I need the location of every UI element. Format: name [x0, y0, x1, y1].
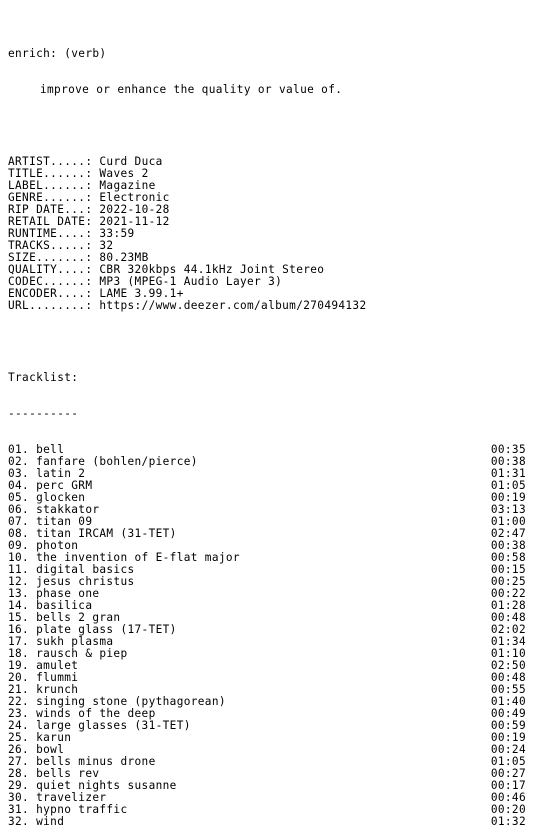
track-title: 20. flummi [8, 671, 79, 684]
track-title: 11. digital basics [8, 563, 135, 576]
track-title: 13. phase one [8, 587, 100, 600]
track-duration: 00:35 [490, 443, 526, 456]
track-title: 14. basilica [8, 599, 93, 612]
release-info [8, 156, 528, 312]
info-value: 32 [99, 239, 114, 252]
track-title: 21. krunch [8, 683, 79, 696]
track-duration: 00:27 [490, 767, 526, 780]
track-duration: 01:05 [490, 479, 526, 492]
track-duration: 00:38 [490, 539, 526, 552]
track-title: 28. bells rev [8, 767, 100, 780]
track-duration: 00:20 [490, 803, 526, 816]
track-row [8, 768, 526, 780]
info-value: 2022-10-28 [99, 203, 170, 216]
track-title: 08. titan IRCAM (31-TET) [8, 527, 177, 540]
nfo-document [8, 24, 528, 840]
track-row [8, 648, 526, 660]
track-title: 32. wind [8, 815, 65, 828]
track-title: 18. rausch & piep [8, 647, 128, 660]
track-title: 17. sukh plasma [8, 635, 114, 648]
track-duration: 01:05 [490, 755, 526, 768]
track-duration: 00:25 [490, 575, 526, 588]
info-value: MP3 (MPEG-1 Audio Layer 3) [99, 275, 283, 288]
definition-text: improve or enhance the quality or value of. [40, 83, 343, 96]
definition-word: enrich: (verb) [8, 47, 107, 60]
track-title: 01. bell [8, 443, 65, 456]
info-value: 33:59 [99, 227, 135, 240]
track-row [8, 660, 526, 672]
track-row [8, 804, 526, 816]
track-duration: 00:49 [490, 707, 526, 720]
track-duration: 00:15 [490, 563, 526, 576]
track-duration: 02:50 [490, 659, 526, 672]
info-value: Waves 2 [99, 167, 149, 180]
info-key: LABEL......: [8, 179, 93, 192]
track-title: 07. titan 09 [8, 515, 93, 528]
info-value: Magazine [99, 179, 156, 192]
spacer [8, 120, 528, 132]
spacer [8, 336, 528, 348]
track-title: 10. the invention of E-flat major [8, 551, 240, 564]
track-duration: 00:59 [490, 719, 526, 732]
track-duration: 00:46 [490, 791, 526, 804]
info-row [8, 300, 528, 312]
track-duration: 00:22 [490, 587, 526, 600]
track-row [8, 720, 526, 732]
track-duration: 01:28 [490, 599, 526, 612]
track-duration: 00:19 [490, 491, 526, 504]
info-value: CBR 320kbps 44.1kHz Joint Stereo [99, 263, 325, 276]
track-row [8, 792, 526, 804]
track-row [8, 456, 526, 468]
track-row [8, 684, 526, 696]
tracklist-rule: ---------- [8, 407, 79, 420]
track-duration: 01:31 [490, 467, 526, 480]
track-row [8, 816, 526, 828]
info-key: RUNTIME....: [8, 227, 93, 240]
track-title: 23. winds of the deep [8, 707, 156, 720]
track-row [8, 708, 526, 720]
track-duration: 02:47 [490, 527, 526, 540]
track-row [8, 696, 526, 708]
track-duration: 00:24 [490, 743, 526, 756]
info-value: 2021-11-12 [99, 215, 170, 228]
track-row [8, 780, 526, 792]
info-key: QUALITY....: [8, 263, 93, 276]
info-value: 80.23MB [99, 251, 149, 264]
track-title: 26. bowl [8, 743, 65, 756]
track-row [8, 480, 526, 492]
track-title: 16. plate glass (17-TET) [8, 623, 177, 636]
info-key: CODEC......: [8, 275, 93, 288]
track-title: 09. photon [8, 539, 79, 552]
info-value: https://www.deezer.com/album/270494132 [99, 299, 367, 312]
track-duration: 01:40 [490, 695, 526, 708]
track-title: 15. bells 2 gran [8, 611, 121, 624]
info-key: GENRE......: [8, 191, 93, 204]
track-duration: 00:19 [490, 731, 526, 744]
track-row [8, 528, 526, 540]
track-title: 03. latin 2 [8, 467, 86, 480]
info-key: RETAIL DATE: [8, 215, 93, 228]
track-title: 02. fanfare (bohlen/pierce) [8, 455, 198, 468]
track-title: 29. quiet nights susanne [8, 779, 177, 792]
track-duration: 02:02 [490, 623, 526, 636]
info-value: Curd Duca [99, 155, 163, 168]
track-title: 06. stakkator [8, 503, 100, 516]
track-title: 22. singing stone (pythagorean) [8, 695, 226, 708]
track-row [8, 732, 526, 744]
track-title: 30. travelizer [8, 791, 107, 804]
track-row [8, 672, 526, 684]
track-duration: 01:00 [490, 515, 526, 528]
info-key: TRACKS.....: [8, 239, 93, 252]
track-title: 05. glocken [8, 491, 86, 504]
info-value: LAME 3.99.1+ [99, 287, 184, 300]
track-duration: 01:32 [490, 815, 526, 828]
track-title: 31. hypno traffic [8, 803, 128, 816]
info-key: TITLE......: [8, 167, 93, 180]
track-duration: 00:55 [490, 683, 526, 696]
tracklist [8, 444, 528, 828]
track-title: 12. jesus christus [8, 575, 135, 588]
track-title: 04. perc GRM [8, 479, 93, 492]
info-value: Electronic [99, 191, 170, 204]
track-duration: 00:38 [490, 455, 526, 468]
track-duration: 03:13 [490, 503, 526, 516]
track-duration: 00:17 [490, 779, 526, 792]
track-duration: 01:34 [490, 635, 526, 648]
track-duration: 00:58 [490, 551, 526, 564]
track-duration: 00:48 [490, 611, 526, 624]
track-title: 27. bells minus drone [8, 755, 156, 768]
info-key: URL........: [8, 299, 93, 312]
info-key: RIP DATE...: [8, 203, 93, 216]
track-duration: 00:48 [490, 671, 526, 684]
track-title: 24. large glasses (31-TET) [8, 719, 191, 732]
track-duration: 01:10 [490, 647, 526, 660]
info-key: ARTIST.....: [8, 155, 93, 168]
info-key: ENCODER....: [8, 287, 93, 300]
info-key: SIZE.......: [8, 251, 93, 264]
track-title: 19. amulet [8, 659, 79, 672]
track-row [8, 744, 526, 756]
track-row [8, 756, 526, 768]
tracklist-heading: Tracklist: [8, 371, 79, 384]
track-title: 25. karun [8, 731, 72, 744]
